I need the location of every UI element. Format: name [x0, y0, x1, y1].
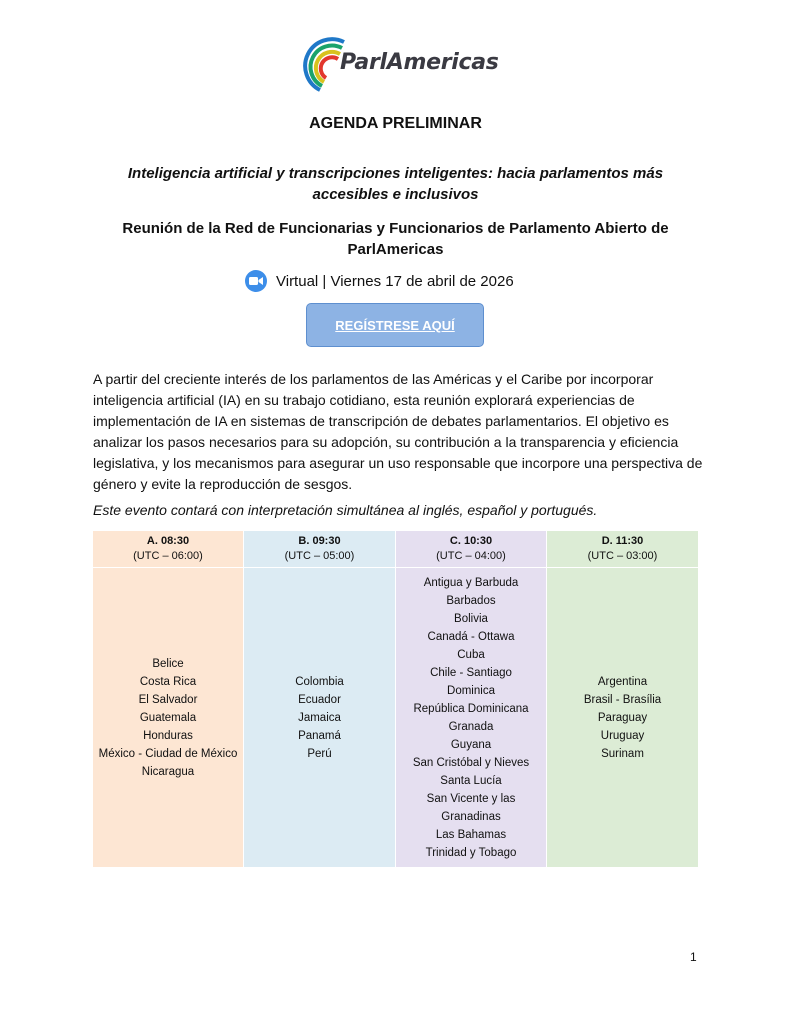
country-list — [396, 568, 546, 867]
country-item: Honduras — [143, 729, 193, 742]
event-subtitle: Inteligencia artificial y transcripciones inteligentes: hacia parlamentos más accesibles e inclusivos — [127, 165, 664, 203]
country-item: San Cristóbal y Nieves — [412, 756, 530, 769]
schedule-time: B. 09:30 — [298, 535, 341, 547]
event-date-line — [245, 268, 565, 294]
country-item: Panamá — [298, 729, 341, 742]
schedule-table — [93, 531, 698, 867]
logo-wordmark: ParlAmericas — [340, 50, 499, 75]
country-item: Colombia — [295, 675, 344, 688]
event-date-text: Virtual | Viernes 17 de abril de 2026 — [276, 272, 514, 290]
schedule-utc: (UTC – 03:00) — [587, 550, 658, 562]
schedule-time: D. 11:30 — [601, 535, 644, 547]
parlamericas-logo — [300, 36, 500, 96]
country-item: Belice — [152, 657, 184, 670]
schedule-header — [547, 531, 698, 568]
schedule-time: C. 10:30 — [449, 535, 493, 547]
country-item: Barbados — [446, 594, 496, 607]
country-item: Santa Lucía — [440, 774, 502, 787]
country-item: Nicaragua — [141, 765, 195, 778]
interpretation-note: Este evento contará con interpretación simultánea al inglés, español y portugués. — [93, 502, 598, 518]
country-item: Dominica — [447, 684, 495, 697]
schedule-header — [396, 531, 546, 568]
country-item: Jamaica — [298, 711, 341, 724]
country-item: Guatemala — [139, 711, 197, 724]
schedule-header — [93, 531, 243, 568]
meeting-name: Reunión de la Red de Funcionarias y Funcionarios de Parlamento Abierto de ParlAmericas — [122, 220, 669, 258]
schedule-utc: (UTC – 05:00) — [284, 550, 355, 562]
country-item: Ecuador — [298, 693, 341, 706]
schedule-utc: (UTC – 04:00) — [436, 550, 506, 562]
country-item: Costa Rica — [139, 675, 197, 688]
country-item: Granada — [448, 720, 494, 733]
country-item: San Vicente y las Granadinas — [426, 792, 516, 823]
country-item: Chile - Santiago — [430, 666, 512, 679]
video-camera-icon — [245, 270, 267, 292]
country-list — [547, 568, 698, 867]
schedule-time: A. 08:30 — [146, 535, 190, 547]
country-item: Brasil - Brasília — [583, 693, 662, 706]
schedule-utc: (UTC – 06:00) — [133, 550, 203, 562]
country-item: Paraguay — [597, 711, 648, 724]
country-item: Cuba — [457, 648, 485, 661]
schedule-column-a — [93, 531, 243, 867]
country-item: Bolivia — [454, 612, 488, 625]
intro-paragraph: A partir del creciente interés de los parlamentos de las Américas y el Caribe por incorporar inteligencia artificial (IA) en su trabajo cotidiano, esta reunión explorará experiencias de implementación de IA en sistemas de transcripción de debates parlamentarios. El objetivo es analizar los pasos necesarios para su adopción, su contribución a la transparencia y eficiencia legislativa, y los mecanismos para asegurar un uso responsable que incorpore una perspectiva de género y evite la reproducción de sesgos. — [93, 371, 703, 492]
country-item: Las Bahamas — [435, 828, 507, 841]
schedule-column-c — [395, 531, 546, 867]
schedule-column-b — [243, 531, 395, 867]
country-item: República Dominicana — [413, 702, 529, 715]
country-item: Uruguay — [600, 729, 645, 742]
country-item: Surinam — [601, 747, 644, 760]
schedule-column-d — [546, 531, 698, 867]
country-item: México - Ciudad de México — [98, 747, 238, 760]
country-item: Antigua y Barbuda — [423, 576, 519, 589]
page-number: 1 — [690, 950, 697, 964]
schedule-header — [244, 531, 395, 568]
country-item: Perú — [307, 747, 332, 760]
country-item: Argentina — [597, 675, 648, 688]
country-item: El Salvador — [138, 693, 198, 706]
country-list — [93, 568, 243, 867]
country-list — [244, 568, 395, 867]
country-item: Guyana — [450, 738, 492, 751]
country-item: Trinidad y Tobago — [425, 846, 517, 859]
country-item: Canadá - Ottawa — [427, 630, 515, 643]
register-button[interactable]: REGÍSTRESE AQUÍ — [306, 303, 484, 347]
page-title: AGENDA PRELIMINAR — [309, 115, 482, 132]
